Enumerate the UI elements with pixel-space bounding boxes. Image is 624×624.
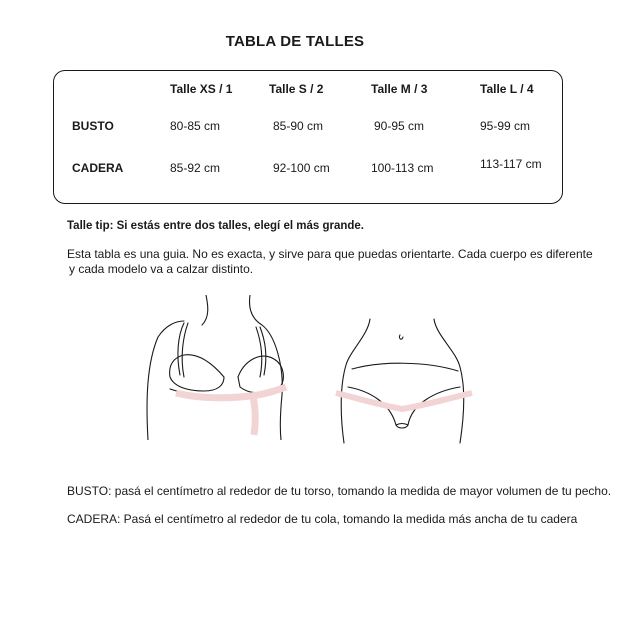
left-strap	[178, 323, 184, 375]
busto-instruction: BUSTO: pasá el centímetro al rededor de tu torso, tomando la medida de mayor volumen de tu pecho.	[67, 484, 612, 498]
right-waist-outline	[434, 319, 464, 443]
row-label-cadera: CADERA	[72, 161, 124, 175]
busto-m: 90-95 cm	[374, 119, 425, 133]
size-tip: Talle tip: Si estás entre dos talles, elegí el más grande.	[67, 220, 364, 232]
neck-line	[202, 295, 208, 325]
navel	[399, 335, 403, 339]
row-label-busto: BUSTO	[72, 119, 114, 133]
cadera-s: 92-100 cm	[273, 161, 330, 175]
busto-s: 85-90 cm	[273, 119, 324, 133]
bust-tape	[176, 387, 286, 435]
busto-xs: 80-85 cm	[170, 119, 221, 133]
left-arm-outline	[147, 321, 184, 440]
header-s: Talle S / 2	[269, 82, 324, 96]
hip-illustration	[330, 305, 480, 445]
hip-tape	[336, 393, 472, 409]
cadera-instruction: CADERA: Pasá el centímetro al rededor de tu cola, tomando la medida más ancha de tu cadera	[67, 512, 578, 526]
busto-l: 95-99 cm	[480, 119, 531, 133]
size-table	[53, 70, 563, 204]
bust-illustration	[140, 295, 300, 440]
header-xs: Talle XS / 1	[170, 82, 233, 96]
left-waist-outline	[341, 319, 370, 443]
page-title: TABLA DE TALLES	[225, 33, 365, 50]
brief-waistband	[352, 363, 458, 371]
description-line-1: Esta tabla es una guia. No es exacta, y sirve para que puedas orientarte. Cada cuerpo es diferente	[67, 247, 593, 261]
cadera-l: 113-117 cm	[480, 157, 542, 171]
cadera-m: 100-113 cm	[371, 161, 434, 175]
description-line-2: y cada modelo va a calzar distinto.	[69, 262, 254, 276]
cadera-xs: 85-92 cm	[170, 161, 221, 175]
description	[67, 247, 597, 277]
header-m: Talle M / 3	[371, 82, 428, 96]
header-l: Talle L / 4	[480, 82, 534, 96]
